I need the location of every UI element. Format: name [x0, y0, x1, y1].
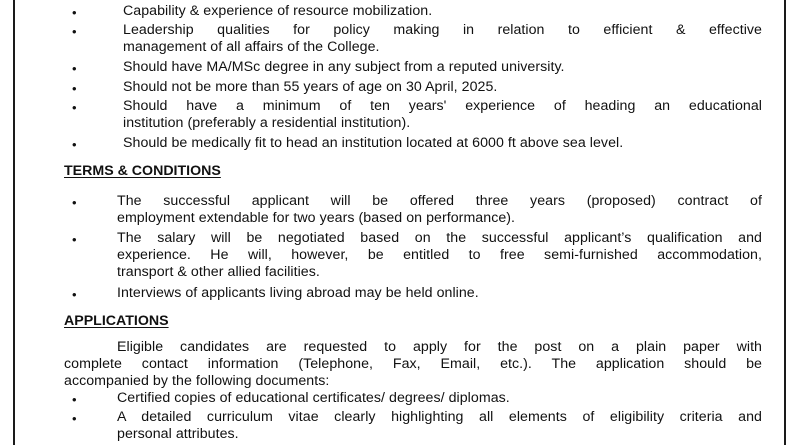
applications-item-line: A detailed curriculum vitae clearly highlighting all elements of eligibility criteria and — [117, 409, 762, 425]
terms-heading: TERMS & CONDITIONS — [64, 163, 221, 179]
bullet-icon: • — [72, 61, 77, 76]
eligibility-item-line: Should be medically fit to head an institution located at 6000 ft above sea level. — [123, 135, 624, 151]
terms-item-line: transport & other allied facilities. — [117, 264, 320, 280]
terms-item-line: The successful applicant will be offered three years (proposed) contract of — [117, 193, 762, 209]
applications-intro-line: complete contact information (Telephone, Fax, Email, etc.). The application should be — [64, 356, 762, 372]
eligibility-item-line: institution (preferably a residential institution). — [123, 115, 411, 131]
bullet-icon: • — [72, 195, 77, 210]
bullet-icon: • — [72, 5, 77, 20]
eligibility-item-line: Should have a minimum of ten years' experience of heading an educational — [123, 98, 762, 114]
bullet-icon: • — [72, 392, 77, 407]
bullet-icon: • — [72, 81, 77, 96]
eligibility-item-line: Leadership qualities for policy making in relation to efficient & effective — [123, 22, 762, 38]
terms-item-line: The salary will be negotiated based on the successful applicant’s qualification and — [117, 230, 762, 246]
page-border-left — [13, 0, 15, 445]
eligibility-item-line: Should have MA/MSc degree in any subject from a reputed university. — [123, 59, 565, 75]
applications-heading: APPLICATIONS — [64, 313, 169, 329]
applications-intro-line: accompanied by the following documents: — [64, 373, 330, 389]
bullet-icon: • — [72, 232, 77, 247]
bullet-icon: • — [72, 24, 77, 39]
applications-intro-line: Eligible candidates are requested to apply for the post on a plain paper with — [117, 339, 762, 355]
bullet-icon: • — [72, 287, 77, 302]
terms-item-line: Interviews of applicants living abroad may be held online. — [117, 285, 479, 301]
terms-item-line: employment extendable for two years (based on performance). — [117, 210, 516, 226]
bullet-icon: • — [72, 411, 77, 426]
page-border-right — [784, 0, 786, 445]
eligibility-item-line: Capability & experience of resource mobilization. — [123, 3, 433, 19]
bullet-icon: • — [72, 137, 77, 152]
eligibility-item-line: management of all affairs of the College. — [123, 39, 380, 55]
terms-item-line: experience. He will, however, be entitled to free semi-furnished accommodation, — [117, 247, 762, 263]
bullet-icon: • — [72, 100, 77, 115]
applications-item-line: personal attributes. — [117, 426, 239, 442]
eligibility-item-line: Should not be more than 55 years of age on 30 April, 2025. — [123, 79, 498, 95]
applications-item-line: Certified copies of educational certificates/ degrees/ diplomas. — [117, 390, 510, 406]
